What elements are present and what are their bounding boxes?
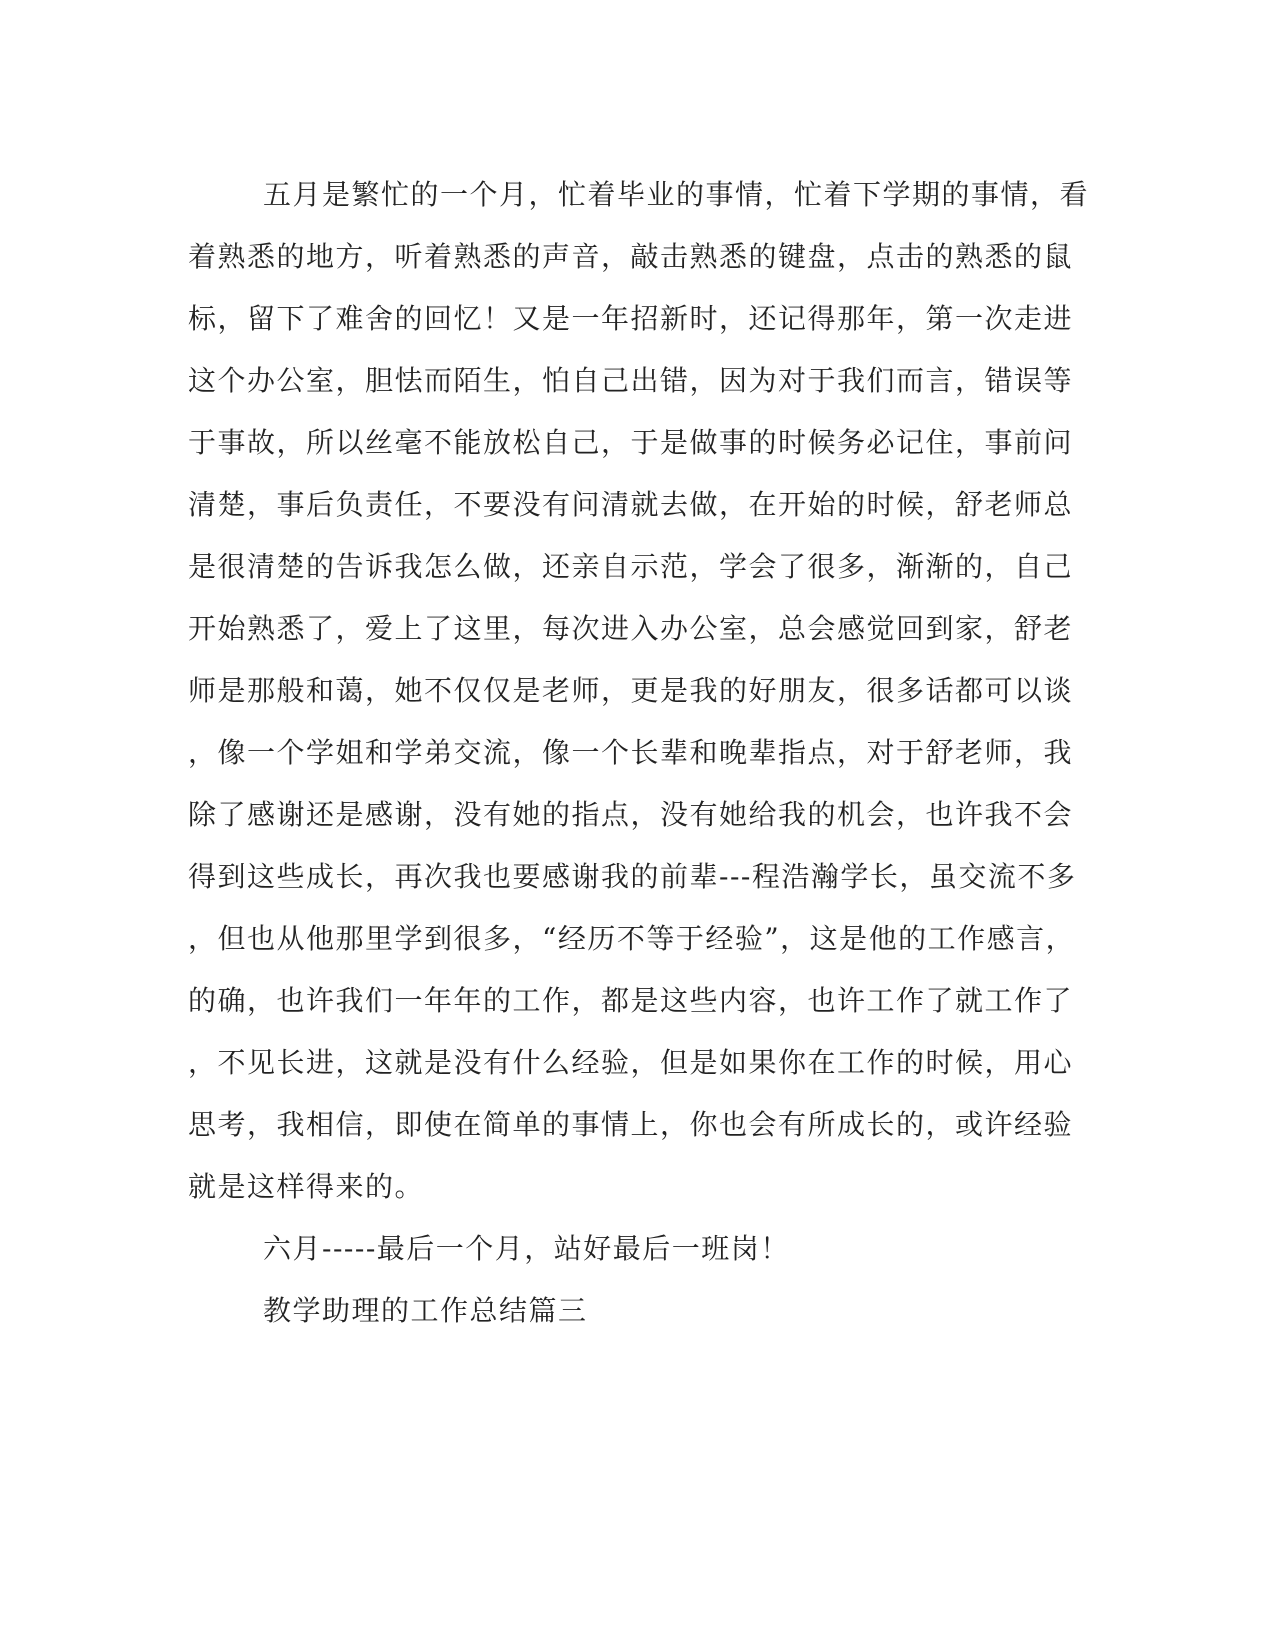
paragraph-may-line: 得到这些成长，再次我也要感谢我的前辈---程浩瀚学长，虽交流不多 (188, 860, 1077, 893)
section-heading: 教学助理的工作总结篇三 (263, 1294, 588, 1327)
paragraph-may-line: 是很清楚的告诉我怎么做，还亲自示范，学会了很多，渐渐的，自己 (188, 550, 1074, 583)
paragraph-may-line: 除了感谢还是感谢，没有她的指点，没有她给我的机会，也许我不会 (188, 798, 1074, 831)
document-body (188, 164, 1090, 1342)
paragraph-may-line: 着熟悉的地方，听着熟悉的声音，敲击熟悉的键盘，点击的熟悉的鼠 (188, 240, 1074, 273)
paragraph-may-line: ，但也从他那里学到很多，“经历不等于经验”，这是他的工作感言， (188, 922, 1076, 955)
paragraph-june: 六月-----最后一个月，站好最后一班岗！ (263, 1232, 790, 1265)
paragraph-may-line: 于事故，所以丝毫不能放松自己，于是做事的时候务必记住，事前问 (188, 426, 1074, 459)
paragraph-may-line: ，像一个学姐和学弟交流，像一个长辈和晚辈指点，对于舒老师，我 (188, 736, 1074, 769)
paragraph-may-line: 五月是繁忙的一个月，忙着毕业的事情，忙着下学期的事情，看 (263, 178, 1090, 211)
paragraph-may-line: 清楚，事后负责任，不要没有问清就去做，在开始的时候，舒老师总 (188, 488, 1074, 521)
paragraph-may-line: 的确，也许我们一年年的工作，都是这些内容，也许工作了就工作了 (188, 984, 1074, 1017)
paragraph-may-line: 开始熟悉了，爱上了这里，每次进入办公室，总会感觉回到家，舒老 (188, 612, 1074, 645)
paragraph-may-line: 就是这样得来的。 (188, 1170, 425, 1203)
paragraph-may-line: 师是那般和蔼，她不仅仅是老师，更是我的好朋友，很多话都可以谈 (188, 674, 1074, 707)
paragraph-may-line: ，不见长进，这就是没有什么经验，但是如果你在工作的时候，用心 (188, 1046, 1074, 1079)
paragraph-may-line: 思考，我相信，即使在简单的事情上，你也会有所成长的，或许经验 (188, 1108, 1074, 1141)
paragraph-may-line: 标，留下了难舍的回忆！又是一年招新时，还记得那年，第一次走进 (188, 302, 1074, 335)
paragraph-may-line: 这个办公室，胆怯而陌生，怕自己出错，因为对于我们而言，错误等 (188, 364, 1074, 397)
